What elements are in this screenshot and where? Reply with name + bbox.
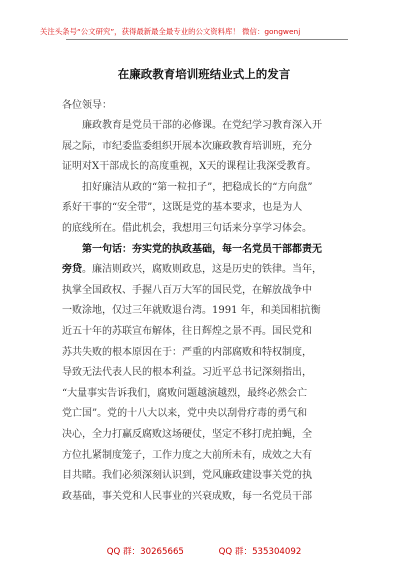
paragraph-line: 方位扎紧制度笼子，工作力度之大前所未有，成效之大有 bbox=[62, 449, 312, 461]
paragraph-line: 系好干事的“安全带”，这既是党的基本要求，也是为人 bbox=[62, 202, 303, 214]
paragraph-line: “大量事实告诉我们，腐败问题越演越烈，最终必然会亡 bbox=[62, 387, 308, 399]
page-title: 在廉政教育培训班结业式上的发言 bbox=[117, 67, 291, 81]
footer-contacts bbox=[0, 545, 408, 557]
paragraph-line: 证明对X干部成长的高度重视，X天的课程让我深受教育。 bbox=[62, 161, 317, 173]
paragraph-line: 扣好廉洁从政的“第一粒扣子”，把稳成长的“方向盘” bbox=[82, 181, 313, 193]
section-heading-tail: 旁贷 bbox=[62, 264, 82, 276]
paragraph-line: 决心，全力打赢反腐败这场硬仗，坚定不移打虎拍蝇，全 bbox=[62, 428, 312, 440]
header-divider bbox=[66, 39, 348, 40]
paragraph-line: 展之际，市纪委监委组织开展本次廉政教育培训班，充分 bbox=[62, 140, 312, 152]
paragraph-line: 政基础，事关党和人民事业的兴衰成败，每一名党员干部 bbox=[62, 490, 312, 502]
section-heading: 第一句话：夯实党的执政基础，每一名党员干部都责无 bbox=[82, 243, 322, 255]
paragraph-line: 一败涂地，仅过三年就败退台湾。1991 年，和美国相抗衡 bbox=[62, 305, 321, 317]
paragraph-text: 。廉洁则政兴，腐败则政息，这是历史的铁律。当年， bbox=[82, 264, 322, 276]
paragraph-line: 廉政教育是党员干部的必修课。在党纪学习教育深入开 bbox=[82, 120, 322, 131]
qq-group-2: QQ 群：535304092 bbox=[218, 547, 302, 557]
paragraph-line: 导致无法代表人民的根本利益。习近平总书记深刻指出， bbox=[62, 367, 312, 379]
paragraph-line: 苏共失败的根本原因在于：严重的内部腐败和特权制度， bbox=[62, 346, 312, 358]
paragraph-line: 近五十年的苏联宣布解体，往日辉煌之景不再。国民党和 bbox=[62, 325, 312, 337]
paragraph-line: 目共睹。我们必须深刻认识到，党风廉政建设事关党的执 bbox=[62, 470, 312, 482]
paragraph-line bbox=[62, 260, 350, 281]
document-body bbox=[62, 116, 350, 507]
paragraph-line: 的底线所在。借此机会，我想用三句话来分享学习体会。 bbox=[62, 222, 312, 234]
qq-group-1: QQ 群：30265665 bbox=[106, 547, 184, 557]
header-banner: 关注头条号“公文研究”，获得最新最全最专业的公文资料库！ 微信：gongwenj bbox=[40, 27, 301, 36]
paragraph-line: 党亡国”。党的十八大以来，党中央以刮骨疗毒的勇气和 bbox=[62, 408, 308, 420]
salutation: 各位领导： bbox=[62, 100, 112, 111]
paragraph-line: 执掌全国政权、手握八百万大军的国民党，在解放战争中 bbox=[62, 284, 312, 296]
